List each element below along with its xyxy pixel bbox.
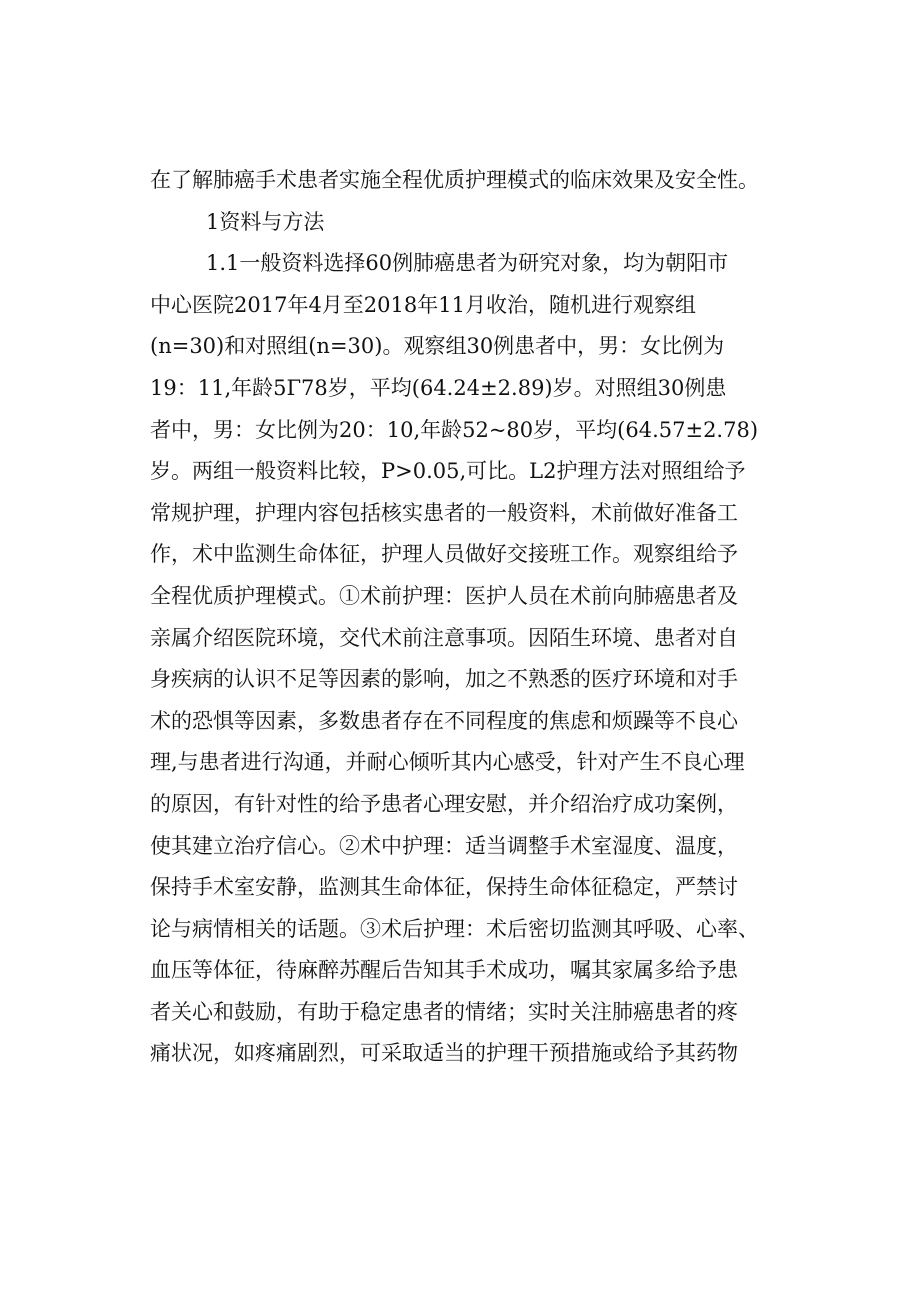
text-line: (n=30)和对照组(n=30)。观察组30例患者中，男：女比例为 bbox=[150, 334, 725, 359]
section-heading: 1资料与方法 bbox=[206, 209, 325, 234]
text-line: 者中，男：女比例为20：10,年龄52~80岁，平均(64.57±2.78) bbox=[150, 417, 759, 442]
text-line: 1.1一般资料选择60例肺癌患者为研究对象，均为朝阳市 bbox=[206, 251, 729, 276]
text-line: 全程优质护理模式。①术前护理：医护人员在术前向肺癌患者及 bbox=[150, 583, 738, 608]
text-line: 使其建立治疗信心。②术中护理：适当调整手术室湿度、温度， bbox=[150, 833, 738, 858]
text-line: 常规护理，护理内容包括核实患者的一般资料，术前做好准备工 bbox=[150, 500, 738, 525]
text-line: 保持手术室安静，监测其生命体征，保持生命体征稳定，严禁讨 bbox=[150, 875, 738, 900]
text-line: 作，术中监测生命体征，护理人员做好交接班工作。观察组给予 bbox=[150, 542, 738, 567]
text-line: 岁。两组一般资料比较，P>0.05,可比。L2护理方法对照组给予 bbox=[150, 459, 746, 484]
text-line: 理,与患者进行沟通，并耐心倾听其内心感受，针对产生不良心理 bbox=[150, 750, 745, 775]
body-text bbox=[150, 160, 810, 1075]
text-line: 19：11,年龄5Γ78岁，平均(64.24±2.89)岁。对照组30例患 bbox=[150, 375, 727, 400]
text-line: 痛状况，如疼痛剧烈，可采取适当的护理干预措施或给予其药物 bbox=[150, 1041, 738, 1066]
text-line: 者关心和鼓励，有助于稳定患者的情绪；实时关注肺癌患者的疼 bbox=[150, 999, 738, 1024]
text-line: 亲属介绍医院环境，交代术前注意事项。因陌生环境、患者对自 bbox=[150, 625, 738, 650]
text-line: 术的恐惧等因素，多数患者存在不同程度的焦虑和烦躁等不良心 bbox=[150, 708, 738, 733]
text-line: 的原因，有针对性的给予患者心理安慰，并介绍治疗成功案例， bbox=[150, 791, 738, 816]
text-line: 论与病情相关的话题。③术后护理：术后密切监测其呼吸、心率、 bbox=[150, 916, 759, 941]
text-line: 身疾病的认识不足等因素的影响，加之不熟悉的医疗环境和对手 bbox=[150, 667, 738, 692]
text-line: 中心医院2017年4月至2018年11月收治，随机进行观察组 bbox=[150, 292, 696, 317]
text-line: 在了解肺癌手术患者实施全程优质护理模式的临床效果及安全性。 bbox=[150, 168, 759, 192]
text-line: 血压等体征，待麻醉苏醒后告知其手术成功，嘱其家属多给予患 bbox=[150, 958, 738, 983]
